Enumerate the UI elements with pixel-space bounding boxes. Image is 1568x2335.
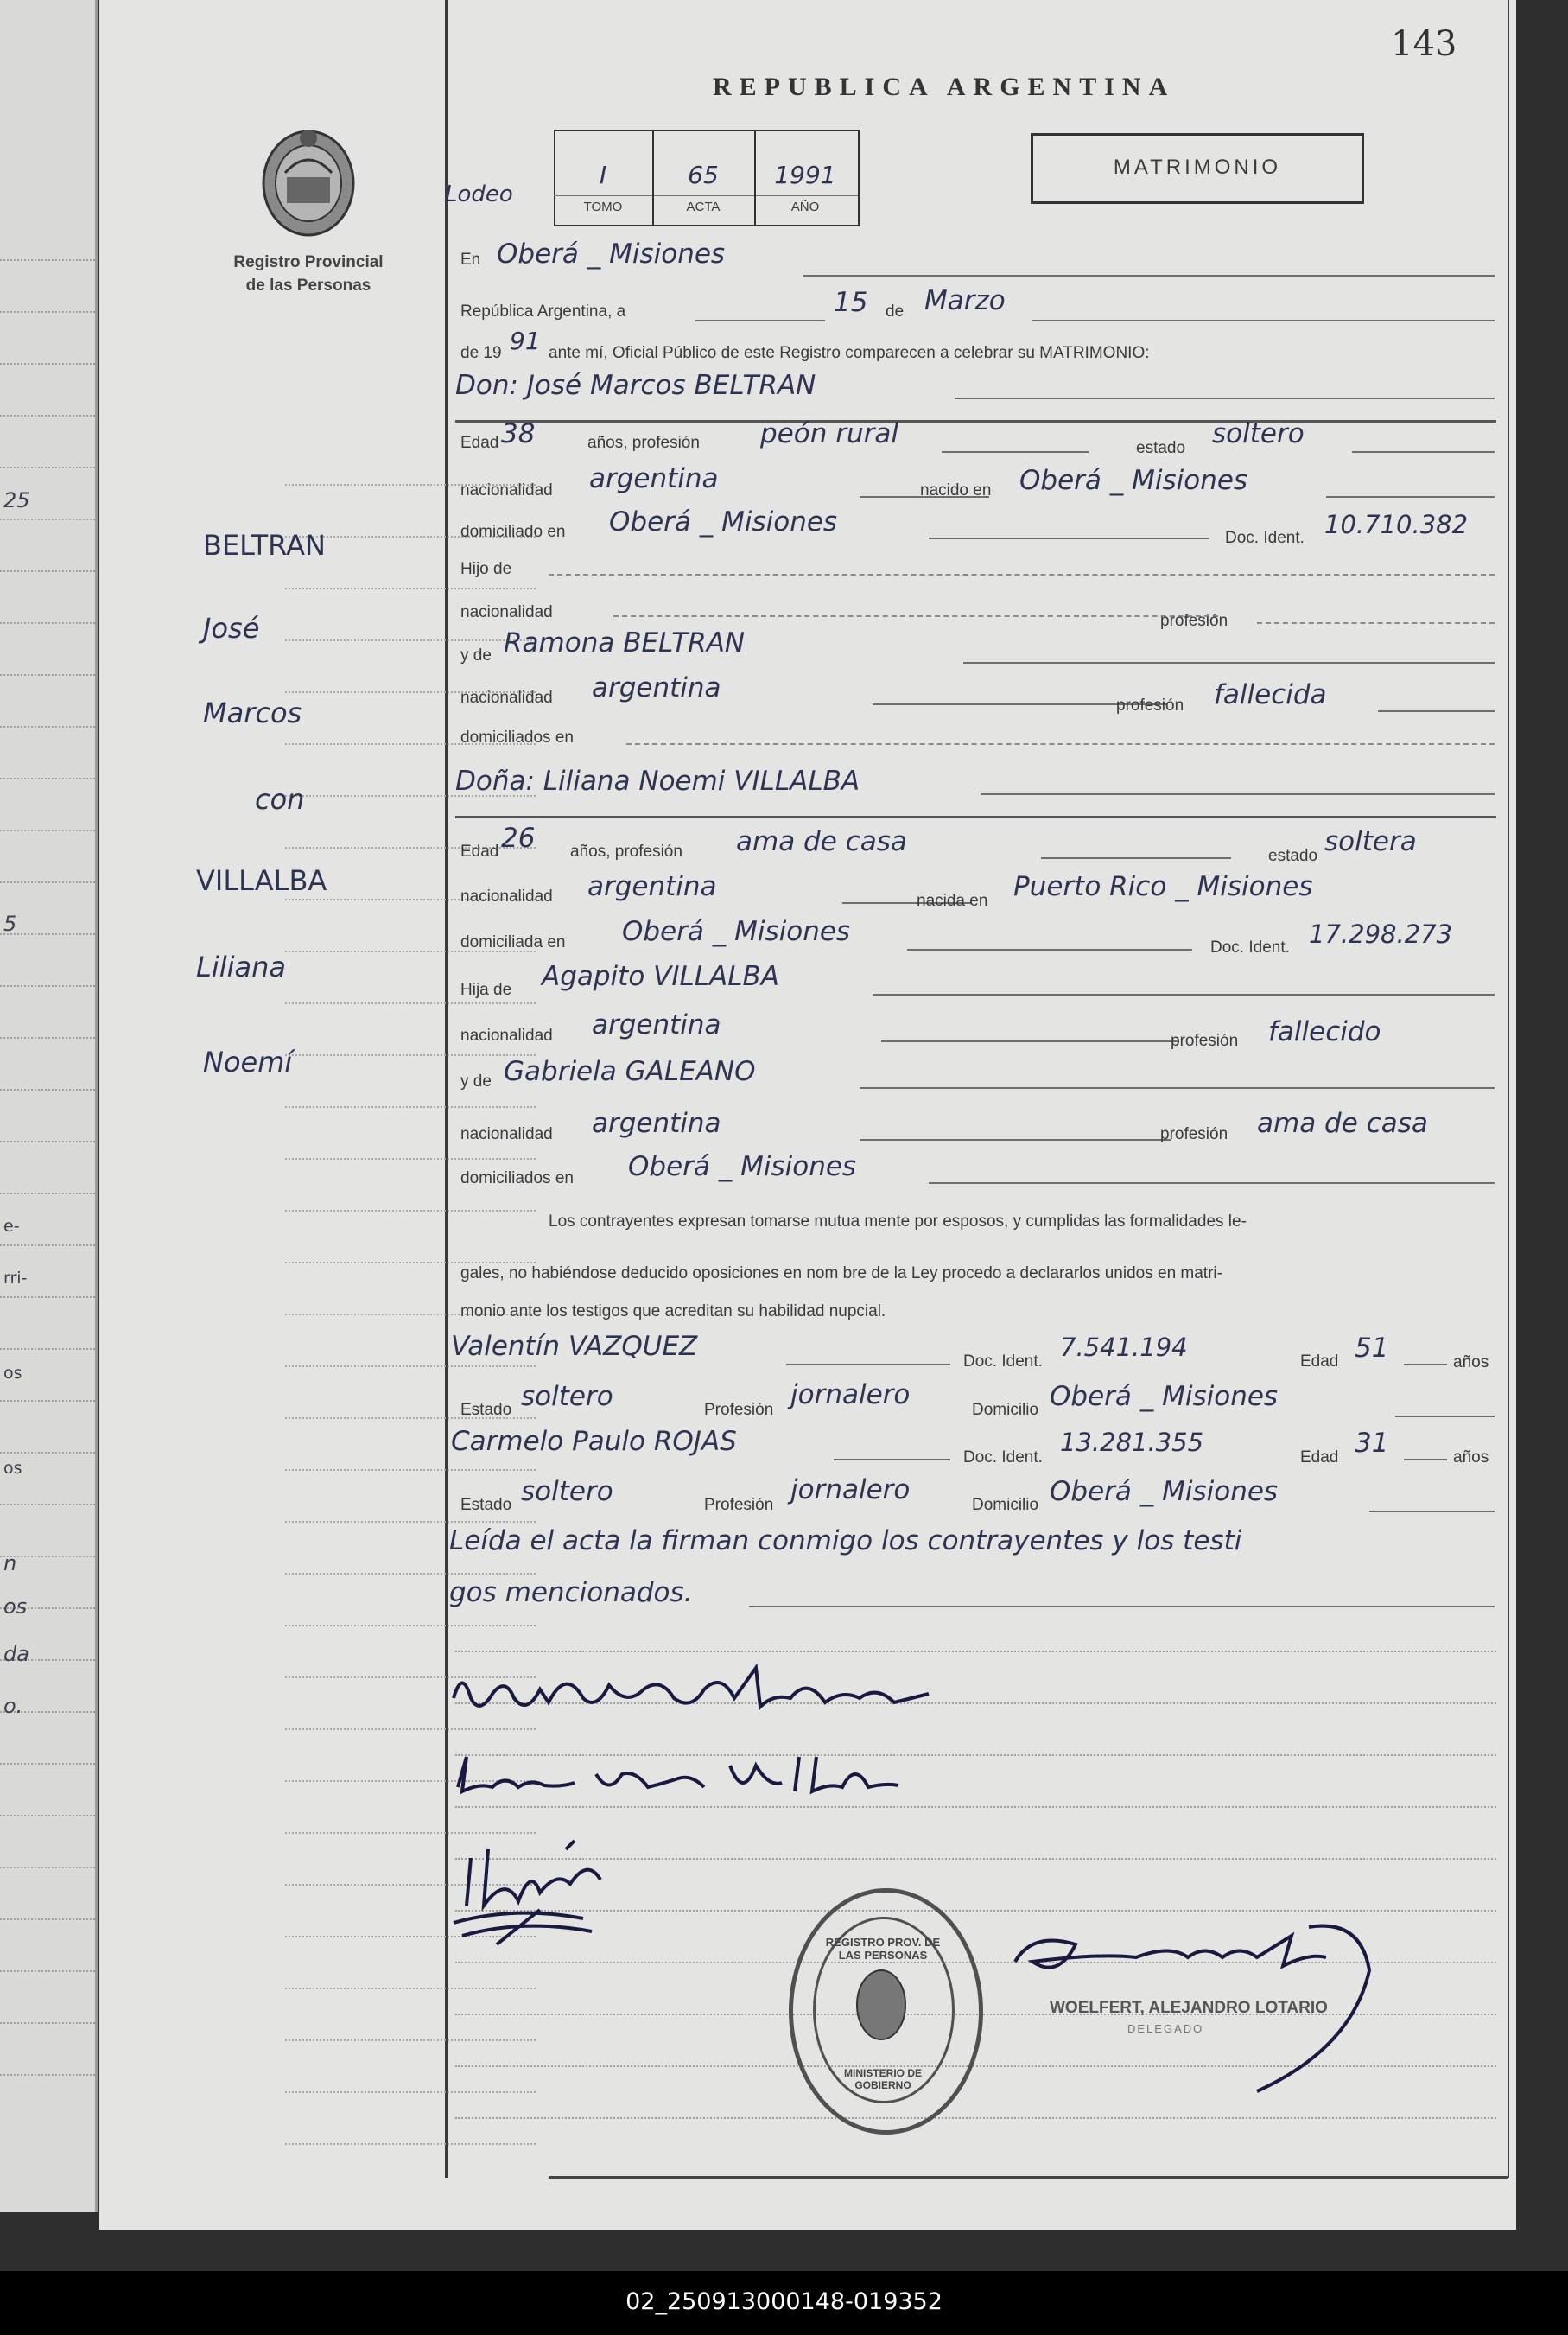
bride-nacida-label: nacida en <box>917 892 988 910</box>
date-label: República Argentina, a <box>460 302 626 321</box>
witness2-anos-label: años <box>1453 1448 1489 1467</box>
fragment: os <box>3 1459 22 1478</box>
groom-father-prof-label: profesión <box>1160 612 1228 630</box>
groom-mother-prof-value: fallecida <box>1214 679 1327 710</box>
bride-nac-value: argentina <box>587 871 717 902</box>
groom-doc-label: Doc. Ident. <box>1225 529 1305 547</box>
groom-mother-nac-value: argentina <box>592 672 721 703</box>
year-value: 91 <box>510 327 541 355</box>
witness2-estado-label: Estado <box>460 1496 512 1514</box>
groom-edad-label: Edad <box>460 434 499 452</box>
groom-mother-prof-label: profesión <box>1116 697 1184 715</box>
groom-profesion-value: peón rural <box>760 418 898 449</box>
margin-name-bride-1: Liliana <box>196 951 286 983</box>
witness2-estado-value: soltero <box>521 1476 613 1507</box>
groom-domiciliados-label: domiciliados en <box>460 728 574 747</box>
ano-label: AÑO <box>790 200 820 214</box>
bride-father-nac-value: argentina <box>592 1009 721 1040</box>
city-value: Oberá _ Misiones <box>497 239 726 270</box>
acta-value: 65 <box>688 161 719 189</box>
margin-name-bride-2: Noemí <box>203 1046 293 1078</box>
bride-estado-label: estado <box>1268 847 1318 865</box>
witness2-domicilio-label: Domicilio <box>972 1496 1039 1514</box>
fragment: os <box>3 1364 22 1383</box>
groom-nac-value: argentina <box>589 463 719 494</box>
seal-emblem-icon <box>851 1962 911 2048</box>
witness2-doc-label: Doc. Ident. <box>963 1448 1043 1467</box>
witness2-profesion-label: Profesión <box>704 1496 774 1514</box>
bride-father-nac-label: nacionalidad <box>460 1027 553 1045</box>
margin-surname-bride: VILLALBA <box>196 864 327 897</box>
official-title: DELEGADO <box>1127 2022 1204 2035</box>
groom-doc-value: 10.710.382 <box>1324 510 1469 539</box>
bride-name: Doña: Liliana Noemi VILLALBA <box>455 766 860 797</box>
fragment: 5 <box>3 912 17 936</box>
certificate-page <box>99 0 1516 2230</box>
fragment: e- <box>3 1217 20 1236</box>
bride-domiciliados-value: Oberá _ Misiones <box>628 1151 857 1182</box>
en-label: En <box>460 251 481 269</box>
witness1-profesion-label: Profesión <box>704 1401 774 1419</box>
bride-dom-value: Oberá _ Misiones <box>622 916 851 947</box>
witness1-anos-label: años <box>1453 1353 1489 1371</box>
witness1-estado-value: soltero <box>521 1381 613 1412</box>
book-code: Lodeo <box>445 181 513 207</box>
declaration-line-1: Los contrayentes expresan tomarse mutua mente por esposos, y cumplidas las formalidades le- <box>549 1212 1247 1231</box>
fragment: n <box>3 1551 17 1575</box>
bride-nac-label: nacionalidad <box>460 888 553 906</box>
registry-name-line2: de las Personas <box>245 277 371 295</box>
witness1-estado-label: Estado <box>460 1401 512 1419</box>
registry-name-line1: Registro Provincial <box>233 253 384 271</box>
bride-dom-label: domiciliada en <box>460 933 566 951</box>
acta-label: ACTA <box>686 200 721 214</box>
bride-mother-nac-value: argentina <box>592 1108 721 1139</box>
groom-yde-label: y de <box>460 646 492 665</box>
declaration-line-3: monio ante los testigos que acreditan su habilidad nupcial. <box>460 1302 886 1320</box>
groom-estado-label: estado <box>1136 439 1186 457</box>
groom-hijo-label: Hijo de <box>460 560 512 578</box>
witness2-edad-value: 31 <box>1355 1428 1389 1459</box>
witness1-name: Valentín VAZQUEZ <box>451 1331 698 1362</box>
bride-signature <box>445 1735 998 1813</box>
witness-signature <box>445 1823 808 1953</box>
bride-domiciliados-label: domiciliados en <box>460 1169 574 1187</box>
country-title: REPUBLICA ARGENTINA <box>713 73 1176 101</box>
margin-conjunction: con <box>255 783 305 816</box>
bride-nacida-value: Puerto Rico _ Misiones <box>1013 871 1313 902</box>
groom-dom-value: Oberá _ Misiones <box>609 506 838 538</box>
bride-doc-label: Doc. Ident. <box>1210 938 1290 957</box>
witness2-domicilio-value: Oberá _ Misiones <box>1050 1476 1279 1507</box>
witness1-doc-value: 7.541.194 <box>1060 1333 1188 1362</box>
bride-father-prof-value: fallecido <box>1268 1016 1381 1047</box>
bride-hija-label: Hija de <box>460 981 512 999</box>
tomo-value: I <box>599 161 607 189</box>
bride-father-name: Agapito VILLALBA <box>542 961 779 992</box>
file-id: 02_250913000148-019352 <box>625 2288 943 2315</box>
groom-profesion-label: años, profesión <box>587 434 700 452</box>
witness1-profesion-value: jornalero <box>790 1379 911 1410</box>
coat-of-arms-icon <box>259 121 359 242</box>
bride-profesion-label: años, profesión <box>570 843 682 861</box>
seal-subtext: MINISTERIO DE GOBIERNO <box>843 2067 922 2091</box>
page-number: 143 <box>1391 24 1457 64</box>
de-label: de <box>886 302 905 321</box>
bride-edad-label: Edad <box>460 843 499 861</box>
tomo-label: TOMO <box>583 200 623 214</box>
margin-name-groom-1: José <box>203 612 260 645</box>
witness1-edad-label: Edad <box>1300 1352 1339 1371</box>
margin-surname-groom: BELTRAN <box>203 529 326 562</box>
groom-father-nac-label: nacionalidad <box>460 603 553 621</box>
right-border <box>1508 0 1509 2178</box>
closing-line-1: Leída el acta la firman conmigo los contrayentes y los testi <box>449 1525 1242 1556</box>
bride-father-prof-label: profesión <box>1171 1032 1239 1050</box>
bride-mother-nac-label: nacionalidad <box>460 1125 553 1143</box>
witness1-domicilio-label: Domicilio <box>972 1401 1039 1419</box>
groom-signature <box>445 1651 998 1728</box>
witness2-name: Carmelo Paulo ROJAS <box>451 1426 737 1457</box>
closing-line-2: gos mencionados. <box>449 1577 693 1608</box>
witness2-doc-value: 13.281.355 <box>1060 1428 1204 1457</box>
witness2-profesion-value: jornalero <box>790 1474 911 1505</box>
bride-mother-name: Gabriela GALEANO <box>504 1056 756 1087</box>
witness1-edad-value: 51 <box>1355 1333 1389 1364</box>
bride-profesion-value: ama de casa <box>736 826 907 857</box>
ano-value: 1991 <box>774 161 836 189</box>
bride-mother-prof-label: profesión <box>1160 1125 1228 1143</box>
year-prefix: de 19 <box>460 344 502 362</box>
official-name: WOELFERT, ALEJANDRO LOTARIO <box>1050 1999 1328 2017</box>
record-type: MATRIMONIO <box>1113 156 1282 179</box>
groom-name: Don: José Marcos BELTRAN <box>455 370 816 401</box>
groom-estado-value: soltero <box>1212 418 1305 449</box>
witness2-edad-label: Edad <box>1300 1448 1339 1467</box>
witness1-doc-label: Doc. Ident. <box>963 1352 1043 1371</box>
fragment: rri- <box>3 1269 28 1288</box>
witness1-domicilio-value: Oberá _ Misiones <box>1050 1381 1279 1412</box>
month-value: Marzo <box>924 285 1006 316</box>
bride-yde-label: y de <box>460 1072 492 1091</box>
groom-nac-label: nacionalidad <box>460 481 553 499</box>
bride-edad-value: 26 <box>501 823 536 854</box>
fragment: o. <box>3 1694 23 1718</box>
previous-page-edge <box>0 0 98 2212</box>
bride-doc-value: 17.298.273 <box>1309 919 1453 949</box>
day-value: 15 <box>834 287 868 318</box>
margin-name-groom-2: Marcos <box>203 697 302 729</box>
fragment: da <box>3 1642 29 1666</box>
groom-nacido-value: Oberá _ Misiones <box>1019 465 1248 496</box>
groom-mother-nac-label: nacionalidad <box>460 689 553 707</box>
bottom-border <box>549 2176 1508 2179</box>
official-signature <box>998 1918 1516 2126</box>
groom-nacido-label: nacido en <box>920 481 992 499</box>
groom-dom-label: domiciliado en <box>460 523 566 541</box>
declaration-line-2: gales, no habiéndose deducido oposiciones en nom bre de la Ley procedo a declararlos unidos en matri- <box>460 1264 1222 1282</box>
bride-mother-prof-value: ama de casa <box>1257 1108 1428 1139</box>
intro-text: ante mí, Oficial Público de este Registro comparecen a celebrar su MATRIMONIO: <box>549 344 1150 362</box>
fragment: 25 <box>3 488 30 512</box>
groom-mother-name: Ramona BELTRAN <box>504 627 746 659</box>
bride-estado-value: soltera <box>1324 826 1417 857</box>
seal-text: REGISTRO PROV. DE LAS PERSONAS <box>825 1936 941 1962</box>
fragment: os <box>3 1594 28 1619</box>
groom-edad-value: 38 <box>501 418 536 449</box>
